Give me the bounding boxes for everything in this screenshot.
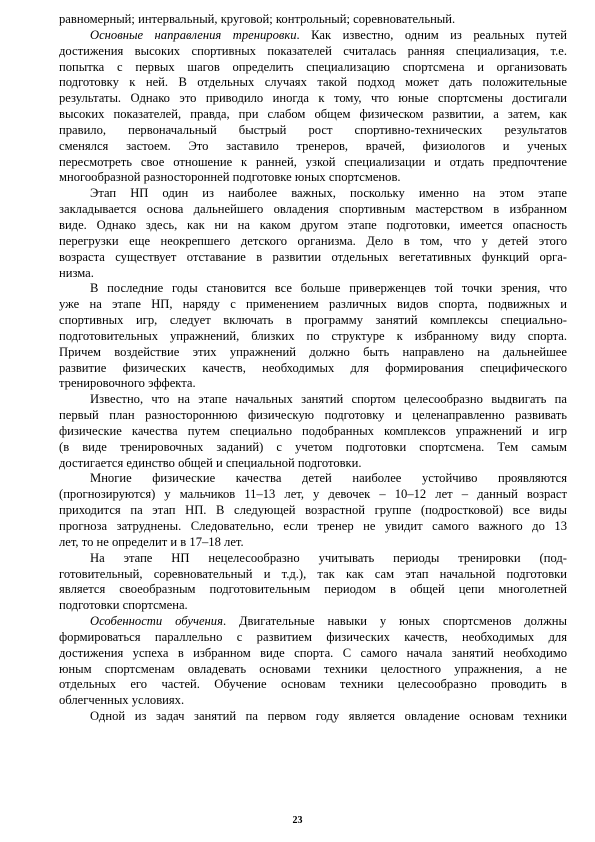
- paragraph-methods-list: [59, 12, 567, 28]
- text-line: Многие физические качества детей наиболее устойчиво проявляются: [90, 471, 567, 486]
- text-line: высоких показателей, правда, при слабом общем физическом развитии, а затем, как: [59, 107, 567, 122]
- text-line: Этап НП один из наиболее важных, поскольку именно на этом этапе: [90, 186, 567, 201]
- text-line: закладывается основа дальнейшего овладения спортивным мастерством в избранном: [59, 202, 567, 217]
- text-line: перегрузки еще неокрепшего детского организма. Дело в том, что у детей этого: [59, 233, 567, 248]
- paragraph-training-periods: [59, 551, 567, 614]
- text-line: физические качества путем специально подобранных комплексов упражнений и игр: [59, 423, 567, 438]
- text-line: облегченных условиях.: [59, 693, 185, 708]
- paragraph-learning-features: [59, 614, 567, 709]
- paragraph-training-directions: [59, 28, 567, 186]
- text-line: Известно, что на этапе начальных занятий спортом целесообразно выдвигать па: [90, 392, 567, 407]
- text-line: первый план разностороннюю физическую подготовку и целенаправленно развивать: [59, 408, 567, 423]
- text-line: подготовку к ней. В отдельных случаях такой подход может дать положительные: [59, 75, 567, 90]
- text-line: тренировочного эффекта.: [59, 376, 196, 391]
- text-line: достигается единство общей и специальной подготовки.: [59, 455, 362, 470]
- paragraph-physical-qualities: [59, 471, 567, 550]
- text-line: Причем воздействие этих упражнений должно быть направлено на дальнейшее: [59, 344, 567, 359]
- text-line: спортивных игр, следует включать в программу занятий комплексы специально-: [59, 313, 567, 328]
- text-line: готовительный, соревновательный и т.д.), так как сам этап начальной подготовки: [59, 566, 567, 581]
- text-line: возраста существует отставание в развитии отдельных вегетативных функций орга-: [59, 249, 567, 264]
- paragraph-recent-years: [59, 281, 567, 392]
- text-line: В последние годы становится все больше приверженцев той точки зрения, что: [90, 281, 567, 296]
- document-page: [59, 12, 567, 725]
- text-line: юным спортсменам овладевать основами техники целостного упражнения, а не: [59, 661, 567, 676]
- text-line: виде. Однако здесь, как ни на каком другом этапе подготовки, имеется опасность: [59, 217, 567, 232]
- text-line: [59, 28, 567, 44]
- italic-heading-learning-features: Особенности обучения: [90, 614, 223, 629]
- text-line: результаты. Однако это приводило иногда к тому, что юные спортсмены достигали: [59, 91, 567, 106]
- text-fragment: . Двигательные навыки у юных спортсменов должны: [222, 614, 567, 629]
- text-fragment: . Как известно, одним из реальных путей: [296, 27, 567, 42]
- text-line: пересмотреть свое отношение к ранней, узкой специализации и отдать предпочтение: [59, 154, 567, 169]
- text-line: равномерный; интервальный, круговой; контрольный; соревновательный.: [59, 12, 456, 26]
- text-line: правило, первоначальный быстрый рост спортивно-технических результатов: [59, 122, 567, 137]
- text-line: является своеобразным подготовительным периодом в общей цепи многолетней: [59, 582, 567, 597]
- text-line: подготовки спортсмена.: [59, 598, 188, 613]
- text-line: (в виде тренировочных заданий) с учетом подготовки спортсмена. Тем самым: [59, 439, 567, 454]
- text-line: (прогнозируются) у мальчиков 11–13 лет, у девочек – 10–12 лет – данный возраст: [59, 487, 567, 502]
- text-line: приходится па этап НП. В следующей возрастной группе (подростковой) все виды: [59, 503, 567, 518]
- text-line: На этапе НП нецелесообразно учитывать периоды тренировки (под-: [90, 550, 567, 565]
- text-line: формироваться параллельно с развитием физических качеств, необходимых для: [59, 629, 567, 644]
- text-line: уже на этапе НП, наряду с применением различных видов спорта, подвижных и: [59, 297, 567, 312]
- text-line: достижения успеха в избранном виде спорта. С самого начала занятий необходимо: [59, 645, 567, 660]
- text-line: Одной из задач занятий па первом году является овладение основам техники: [90, 709, 567, 724]
- text-line: [59, 614, 567, 630]
- paragraph-first-year-tasks: [59, 709, 567, 725]
- text-line: попытка с первых шагов определить специализацию спортсмена и организовать: [59, 59, 567, 74]
- paragraph-initial-stage: [59, 392, 567, 471]
- text-line: подготовительных упражнений, близких по структуре к избранному виду спорта.: [59, 328, 567, 343]
- text-line: достижения высоких спортивных показателей считалась ранняя специализация, т.е.: [59, 43, 567, 58]
- italic-heading-training-directions: Основные направления тренировки: [90, 27, 297, 42]
- text-line: отдельных его частей. Обучение основам техники целесообразно проводить в: [59, 677, 567, 692]
- paragraph-np-stage: [59, 186, 567, 281]
- text-line: развитие физических качеств, необходимых для формирования специфического: [59, 360, 567, 375]
- text-line: прогноза затруднены. Следовательно, если тренер не увидит самого важного до 13: [59, 519, 567, 533]
- page-number: 23: [292, 815, 303, 826]
- text-line: сменялся застоем. Это заставило тренеров, врачей, физиологов и ученых: [59, 138, 567, 153]
- text-line: многообразной разносторонней подготовке юных спортсменов.: [59, 170, 401, 185]
- text-line: лет, то не определит и в 17–18 лет.: [59, 534, 244, 549]
- text-line: низма.: [59, 265, 94, 280]
